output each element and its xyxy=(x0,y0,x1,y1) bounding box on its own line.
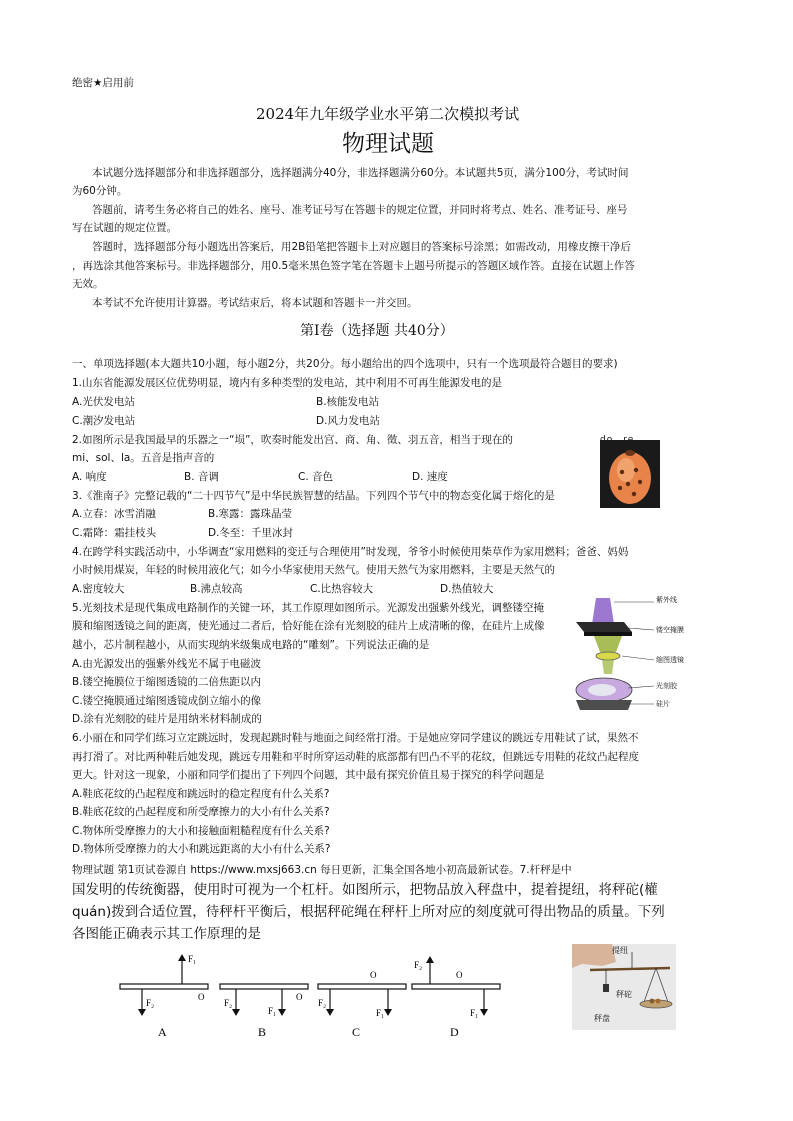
q1-option-a: A.光伏发电站 xyxy=(72,396,135,408)
lever-c-label: C xyxy=(352,1025,361,1039)
lever-diagrams xyxy=(112,950,512,1042)
q2-option-b: B. 音调 xyxy=(184,471,219,483)
q6-option-c: C.物体所受摩擦力的大小和接触面粗糙程度有什么关系? xyxy=(72,825,330,837)
steelyard-label-knob: 提纽 xyxy=(612,946,628,955)
q4-stem-line1: 4.在跨学科实践活动中，小华调查“家用燃料的变迁与合理使用”时发现，爷爷小时候使用柴草作为家用燃料；爸爸、妈妈 xyxy=(72,546,629,558)
q7-stem-line2: 国发明的传统衡器，使用时可视为一个杠杆。如图所示，把物品放入秤盘中，提着提纽，将秤砣(權 xyxy=(72,882,658,898)
steelyard-label-pan: 秤盘 xyxy=(594,1014,610,1023)
lever-a-o: O xyxy=(198,992,205,1002)
q6-stem-line1: 6.小丽在和同学们练习立定跳远时，发现起跳时鞋与地面之间经常打滑。于是她应穿同学建议的跳远专用鞋试了试，果然不 xyxy=(72,732,639,744)
q3-option-b: B.寒露：露珠晶莹 xyxy=(208,508,293,520)
q4-option-d: D.热值较大 xyxy=(440,583,494,595)
q4-option-b: B.沸点较高 xyxy=(190,583,243,595)
q2-stem-line2: mi、sol、la。五音是指声音的 xyxy=(72,452,215,464)
xun-instrument-image xyxy=(600,440,660,508)
q5-option-b: B.镂空掩膜位于缩图透镜的二倍焦距以内 xyxy=(72,676,262,688)
footer-line1: 物理试题 第1页试卷源自 https://www.mxsj663.cn 每日更新，汇集全国各地小初高最新试卷。7.杆秤是中 xyxy=(72,864,572,876)
lever-a-f2: F₂ xyxy=(146,998,155,1008)
q7-stem-line3: quán)拨到合适位置，待秤杆平衡后，根据秤砣绳在秤杆上所对应的刻度就可得出物品的质量。下列 xyxy=(72,904,665,920)
subject-title: 物理试题 xyxy=(342,131,434,157)
lithography-label-resist: 光刻胶 xyxy=(656,682,677,690)
q5-option-a: A.由光源发出的强紫外线光不属于电磁波 xyxy=(72,658,261,670)
q3-option-c: C.霜降：霜挂枝头 xyxy=(72,527,157,539)
instruction-p3-line2: ，再选涂其他答案标号。非选择题部分，用0.5毫米黑色签字笔在答题卡上题号所提示的答题区域作答。直接在试题上作答 xyxy=(72,260,635,272)
instruction-p3-line1: 答题时，选择题部分每小题选出答案后，用2B铅笔把答题卡上对应题目的答案标号涂黑；如需改动，用橡皮擦干净后 xyxy=(92,241,631,253)
lever-diagram-d xyxy=(412,956,500,1039)
exam-title: 2024年九年级学业水平第二次模拟考试 xyxy=(256,105,520,123)
section-title: 第Ⅰ卷（选择题 共40分） xyxy=(300,323,454,339)
q1-option-d: D.风力发电站 xyxy=(316,415,380,427)
instruction-p2-line2: 写在试题的规定位置。 xyxy=(72,222,177,234)
lever-c-f2: F₂ xyxy=(318,998,327,1008)
q2-stem-line1: 2.如图所示是我国最早的乐器之一“埙”，吹奏时能发出宫、商、角、徵、羽五音，相当于现在的 xyxy=(72,434,513,446)
q7-stem-line4: 各图能正确表示其工作原理的是 xyxy=(72,926,261,942)
lever-b-o: O xyxy=(296,992,303,1002)
lever-a-f1: F₁ xyxy=(188,954,197,964)
q5-stem-line2: 膜和缩图透镜之间的距离，使光通过二者后，恰好能在涂有光刻胶的硅片上成清晰的像，在硅片上成像 xyxy=(72,620,545,632)
lever-d-o: O xyxy=(456,970,463,980)
lever-b-f2: F₂ xyxy=(224,998,233,1008)
q6-option-b: B.鞋底花纹的凸起程度和所受摩擦力的大小有什么关系? xyxy=(72,806,330,818)
lithography-label-lens: 缩图透镜 xyxy=(656,656,684,664)
instruction-p1-line2: 为60分钟。 xyxy=(72,185,128,197)
instruction-p2-line1: 答题前，请考生务必将自己的姓名、座号、准考证号写在答题卡的规定位置，并同时将考点、姓名、准考证号、座号 xyxy=(92,204,628,216)
q3-option-d: D.冬至：千里冰封 xyxy=(208,527,293,539)
lithography-label-uv: 紫外线 xyxy=(656,596,677,604)
instruction-p1-line1: 本试题分选择题部分和非选择题部分，选择题满分40分，非选择题满分60分。本试题共5页，满分100分，考试时间 xyxy=(92,167,629,179)
q5-option-c: C.镂空掩膜通过缩图透镜成倒立缩小的像 xyxy=(72,695,262,707)
section-intro: 一、单项选择题(本大题共10小题，每小题2分，共20分。每小题给出的四个选项中，只有一个选项最符合题目的要求) xyxy=(72,358,618,370)
secret-label: 绝密★启用前 xyxy=(72,77,134,89)
q3-option-a: A.立春：冰雪消融 xyxy=(72,508,156,520)
q4-option-c: C.比热容较大 xyxy=(310,583,374,595)
lever-c-o: O xyxy=(370,970,377,980)
q6-option-d: D.物体所受摩擦力的大小和跳远距离的大小有什么关系? xyxy=(72,843,331,855)
lever-d-label: D xyxy=(450,1025,459,1039)
lithography-label-wafer: 硅片 xyxy=(656,700,670,708)
q4-stem-line2: 小时候用煤炭，年轻的时候用液化气；如今小华家使用天然气。使用天然气为家用燃料，主要是天然气的 xyxy=(72,564,555,576)
lever-c-f1: F₁ xyxy=(376,1008,385,1018)
lever-diagram-b xyxy=(220,984,308,1039)
lever-b-f1: F₁ xyxy=(268,1006,277,1016)
q2-option-d: D. 速度 xyxy=(412,471,448,483)
steelyard-label-weight: 秤砣 xyxy=(616,990,632,999)
q6-stem-line3: 更大。针对这一现象，小丽和同学们提出了下列四个问题，其中最有探究价值且易于探究的科学问题是 xyxy=(72,769,545,781)
q1-stem: 1.山东省能源发展区位优势明显，境内有多种类型的发电站，其中利用不可再生能源发电的是 xyxy=(72,377,503,389)
lever-d-f2: F₂ xyxy=(414,960,423,970)
lever-a-label: A xyxy=(158,1025,167,1039)
q6-stem-line2: 再打滑了。对比两种鞋后她发现，跳远专用鞋和平时所穿运动鞋的底部都有凹凸不平的花纹，但跳远专用鞋的花纹凸起程度 xyxy=(72,751,639,763)
q6-option-a: A.鞋底花纹的凸起程度和跳远时的稳定程度有什么关系? xyxy=(72,788,330,800)
lever-diagram-c xyxy=(318,970,406,1039)
q5-stem-line1: 5.光刻技术是现代集成电路制作的关键一环，其工作原理如图所示。光源发出强紫外线光，调整镂空掩 xyxy=(72,602,545,614)
q1-option-b: B.核能发电站 xyxy=(316,396,380,408)
q1-option-c: C.潮汐发电站 xyxy=(72,415,136,427)
lever-b-label: B xyxy=(258,1025,267,1039)
q3-stem: 3.《淮南子》完整记载的“二十四节气”是中华民族智慧的结晶。下列四个节气中的物态变化属于熔化的是 xyxy=(72,490,555,502)
lever-d-f1: F₁ xyxy=(470,1008,479,1018)
lithography-label-mask: 镂空掩膜 xyxy=(656,626,684,634)
q2-option-c: C. 音色 xyxy=(298,471,334,483)
steelyard-photo xyxy=(572,944,676,1030)
q5-option-d: D.涂有光刻胶的硅片是用纳米材料制成的 xyxy=(72,713,262,725)
instruction-p4: 本考试不允许使用计算器。考试结束后，将本试题和答题卡一并交回。 xyxy=(92,297,418,309)
q2-option-a: A. 响度 xyxy=(72,471,107,483)
lever-diagram-a xyxy=(120,954,208,1039)
instruction-p3-line3: 无效。 xyxy=(72,278,104,290)
q4-option-a: A.密度较大 xyxy=(72,583,125,595)
q5-stem-line3: 越小，芯片制程越小，从而实现纳米级集成电路的“雕刻”。下列说法正确的是 xyxy=(72,639,430,651)
